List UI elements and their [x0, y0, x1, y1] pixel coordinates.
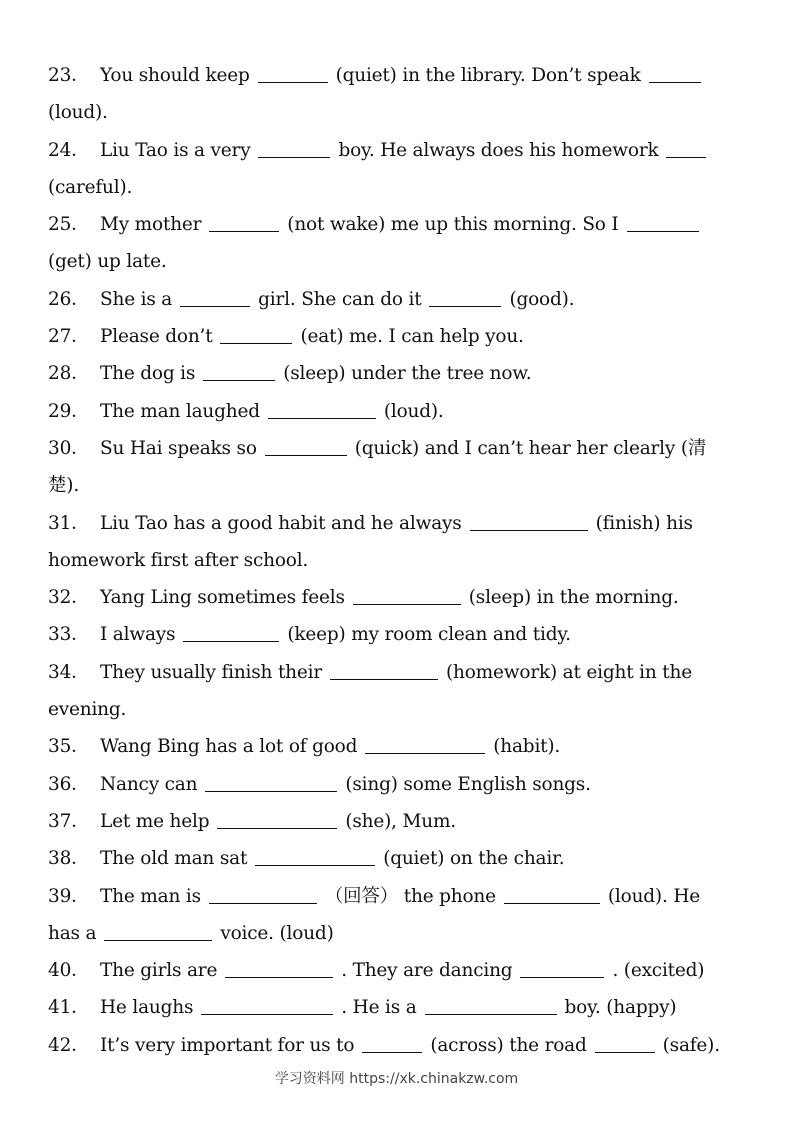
- answer-blank[interactable]: [209, 213, 279, 233]
- question-number: 42．: [48, 1034, 90, 1056]
- question-text: . They are dancing: [341, 960, 513, 982]
- question-text: (she), Mum.: [345, 810, 456, 832]
- question-number: 26．: [48, 288, 90, 310]
- answer-blank[interactable]: [362, 1033, 422, 1053]
- question-item: [48, 766, 748, 803]
- question-text: You should keep: [100, 65, 250, 86]
- question-text: He laughs: [100, 997, 194, 1019]
- question-continuation: [48, 542, 748, 579]
- answer-blank[interactable]: [520, 959, 604, 979]
- question-text: homework first after school.: [48, 549, 309, 571]
- question-text: The girls are: [100, 960, 218, 982]
- question-number: 27．: [48, 326, 90, 348]
- question-number: 31．: [48, 512, 90, 534]
- question-number: 28．: [48, 363, 90, 385]
- answer-blank[interactable]: [595, 1033, 655, 1053]
- question-text: (sleep) under the tree now.: [283, 363, 532, 385]
- question-text: (keep) my room clean and tidy.: [287, 624, 571, 646]
- answer-blank[interactable]: [504, 884, 600, 904]
- question-item: [48, 355, 748, 392]
- question-text: (eat) me. I can help you.: [300, 326, 524, 348]
- question-text: They usually finish their: [100, 661, 322, 683]
- question-number: 29．: [48, 400, 90, 422]
- answer-blank[interactable]: [365, 735, 485, 755]
- question-text: (quick) and I can’t hear her clearly (清: [354, 437, 707, 459]
- question-text: boy. (happy): [564, 997, 677, 1019]
- question-item: [48, 952, 748, 989]
- answer-blank[interactable]: [649, 64, 701, 84]
- answer-blank[interactable]: [217, 809, 337, 829]
- question-text: (habit).: [493, 736, 561, 758]
- question-item: [48, 1027, 748, 1064]
- question-text: (not wake) me up this morning. So I: [287, 214, 619, 236]
- question-text: (across) the road: [430, 1034, 587, 1056]
- question-text: (loud).: [383, 400, 444, 422]
- question-text: (get) up late.: [48, 251, 167, 273]
- answer-blank[interactable]: [666, 138, 706, 158]
- question-text: Let me help: [100, 810, 210, 832]
- question-item: [48, 878, 748, 915]
- exercise-sheet: [48, 57, 748, 1064]
- question-text: (finish) his: [595, 512, 693, 534]
- question-item: [48, 616, 748, 653]
- question-item: [48, 840, 748, 877]
- answer-blank[interactable]: [104, 921, 212, 941]
- question-text: voice. (loud): [220, 922, 334, 944]
- answer-blank[interactable]: [220, 325, 292, 345]
- answer-blank[interactable]: [255, 847, 375, 867]
- question-item: [48, 132, 748, 169]
- question-text: boy. He always does his homework: [338, 139, 659, 161]
- question-text: My mother: [100, 214, 202, 236]
- answer-blank[interactable]: [225, 959, 333, 979]
- question-number: 41．: [48, 997, 90, 1019]
- question-continuation: [48, 169, 748, 206]
- question-text: (sing) some English songs.: [345, 773, 591, 795]
- question-continuation: [48, 243, 748, 280]
- question-number: 36．: [48, 773, 90, 795]
- question-continuation: [48, 691, 748, 728]
- question-text: Please don’t: [100, 326, 213, 348]
- question-number: 40．: [48, 960, 90, 982]
- question-text: evening.: [48, 699, 127, 721]
- answer-blank[interactable]: [330, 660, 438, 680]
- question-text: (safe).: [662, 1034, 720, 1056]
- question-text: Yang Ling sometimes feels: [100, 587, 345, 609]
- answer-blank[interactable]: [183, 623, 279, 643]
- question-item: [48, 57, 748, 94]
- answer-blank[interactable]: [268, 399, 376, 419]
- question-number: 24．: [48, 139, 90, 161]
- question-text: . He is a: [341, 997, 417, 1019]
- answer-blank[interactable]: [205, 772, 337, 792]
- answer-blank[interactable]: [209, 884, 317, 904]
- question-text: Wang Bing has a lot of good: [100, 736, 358, 758]
- answer-blank[interactable]: [258, 64, 328, 84]
- question-text: (good).: [509, 288, 575, 310]
- answer-blank[interactable]: [201, 996, 333, 1016]
- question-text: (sleep) in the morning.: [468, 587, 679, 609]
- question-text: The man is: [100, 885, 201, 907]
- question-text: has a: [48, 922, 97, 944]
- question-text: The dog is: [100, 363, 196, 385]
- question-text: (quiet) on the chair.: [383, 848, 565, 870]
- question-number: 33．: [48, 624, 90, 646]
- question-text: It’s very important for us to: [100, 1034, 355, 1056]
- question-number: 23．: [48, 65, 90, 86]
- answer-blank[interactable]: [258, 138, 330, 158]
- question-text: Nancy can: [100, 773, 198, 795]
- question-text: 楚).: [48, 475, 79, 497]
- question-number: 32．: [48, 587, 90, 609]
- answer-blank[interactable]: [470, 511, 588, 531]
- question-number: 35．: [48, 736, 90, 758]
- question-text: She is a: [100, 288, 173, 310]
- question-continuation: [48, 94, 748, 131]
- question-item: [48, 505, 748, 542]
- question-continuation: [48, 467, 748, 504]
- answer-blank[interactable]: [203, 362, 275, 382]
- question-text: (loud).: [48, 102, 108, 124]
- answer-blank[interactable]: [265, 436, 347, 456]
- question-number: 37．: [48, 810, 90, 832]
- question-item: [48, 281, 748, 318]
- question-text: I always: [100, 624, 176, 646]
- question-text: Su Hai speaks so: [100, 437, 257, 459]
- question-number: 39．: [48, 885, 90, 907]
- question-text: girl. She can do it: [258, 288, 422, 310]
- question-text: Liu Tao is a very: [100, 139, 251, 161]
- question-text: （回答） the phone: [324, 885, 496, 907]
- question-text: (loud). He: [607, 885, 700, 907]
- question-item: [48, 318, 748, 355]
- question-text: (quiet) in the library. Don’t speak: [335, 65, 641, 86]
- answer-blank[interactable]: [429, 287, 501, 307]
- question-item: [48, 579, 748, 616]
- question-item: [48, 430, 748, 467]
- question-item: [48, 989, 748, 1026]
- answer-blank[interactable]: [627, 213, 699, 233]
- question-text: . (excited): [612, 960, 705, 982]
- question-item: [48, 393, 748, 430]
- question-text: (careful).: [48, 176, 133, 198]
- question-number: 30．: [48, 437, 90, 459]
- question-text: Liu Tao has a good habit and he always: [100, 512, 462, 534]
- question-text: (homework) at eight in the: [446, 661, 692, 683]
- question-number: 25．: [48, 214, 90, 236]
- question-text: The old man sat: [100, 848, 248, 870]
- question-text: The man laughed: [100, 400, 260, 422]
- question-item: [48, 654, 748, 691]
- question-continuation: [48, 915, 748, 952]
- question-item: [48, 206, 748, 243]
- question-number: 38．: [48, 848, 90, 870]
- footer-watermark: 学习资料网 https://xk.chinakzw.com: [274, 1071, 519, 1087]
- answer-blank[interactable]: [353, 586, 461, 606]
- question-item: [48, 803, 748, 840]
- question-number: 34．: [48, 661, 90, 683]
- question-item: [48, 728, 748, 765]
- answer-blank[interactable]: [180, 287, 250, 307]
- answer-blank[interactable]: [425, 996, 557, 1016]
